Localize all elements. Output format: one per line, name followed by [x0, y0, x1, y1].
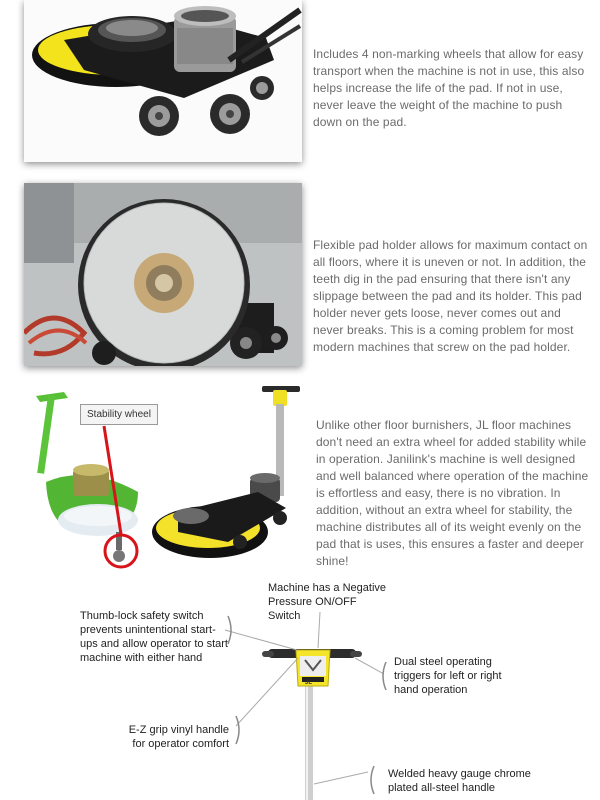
thumb-lock-callout: Thumb-lock safety switch prevents unintentional start-ups and allow operator to start machine with either hand	[80, 610, 228, 664]
triggers-callout: Dual steel operating triggers for left or right hand operation	[394, 656, 502, 696]
steel-handle-callout: Welded heavy gauge chrome plated all-steel handle	[388, 768, 531, 794]
logo-letter: JL	[305, 680, 313, 686]
negative-pressure-callout: Machine has a Negative Pressure ON/OFF Switch	[268, 582, 387, 622]
stability-wheel-label: Stability wheel	[80, 404, 158, 425]
wheels-description: Includes 4 non-marking wheels that allow for easy transport when the machine is not in use, this also helps increase the life of the pad. If not in use, never leave the weight of the machine to push down on the pad.	[313, 47, 585, 129]
wheels-photo	[24, 0, 302, 162]
stability-description: Unlike other floor burnishers, JL floor machines don't need an extra wheel for added stability while in operation. Janilink's machine is well designed and well balanced where operation of the machine is effortless and easy, there is no vibration. In addition, without an extra wheel for stability, the machine distributes all of its weight evenly on the pad that is uses, this ensures a faster and deeper shine!	[316, 418, 589, 568]
pad-holder-photo	[24, 183, 302, 366]
pad-holder-description: Flexible pad holder allows for maximum contact on all floors, where it is uneven or not. In addition, the teeth dig in the pad ensuring that there isn't any slippage between the pad and its holder. This pad holder never gets loose, never comes out and never breaks. This is a coming problem for most modern machines that screw on the pad holder.	[313, 238, 588, 354]
grip-callout: E-Z grip vinyl handle for operator comfort	[128, 724, 229, 750]
stability-figure	[28, 382, 308, 572]
